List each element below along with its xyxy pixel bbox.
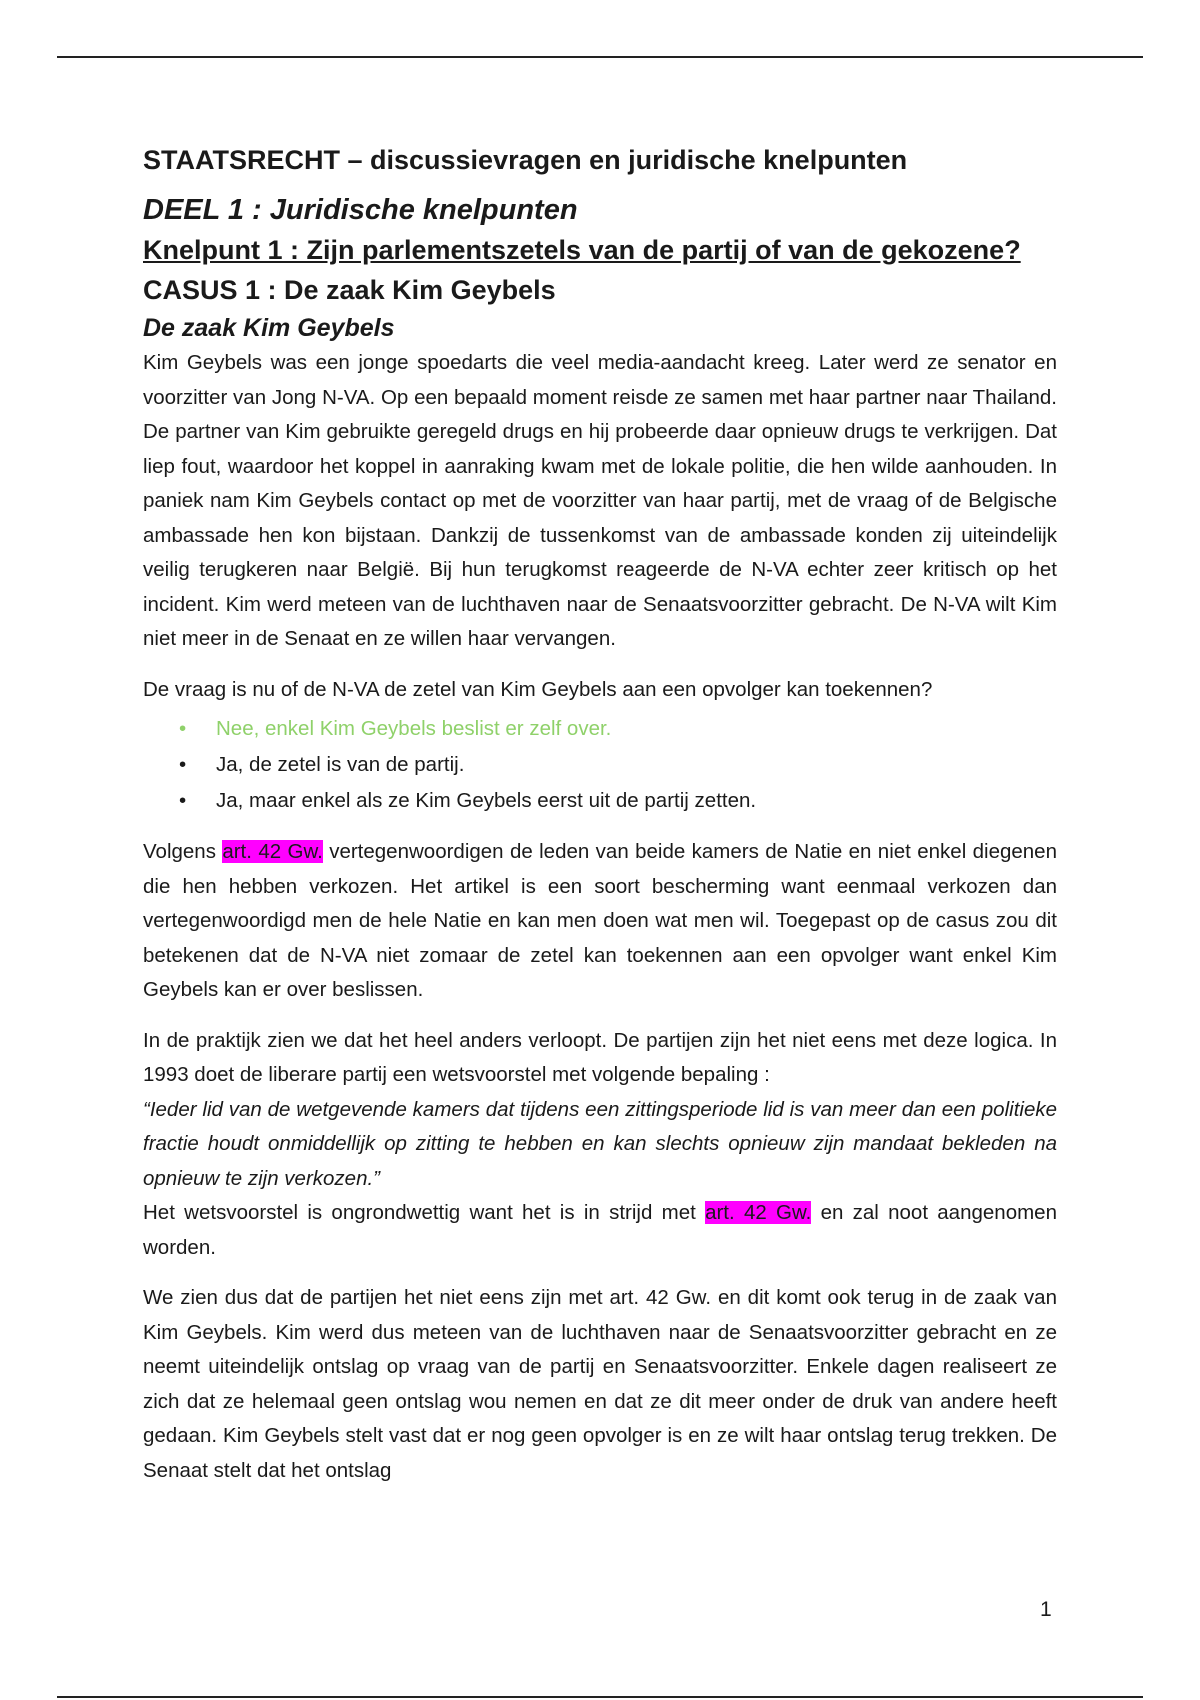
knelpunt-heading: Knelpunt 1 : Zijn parlementszetels van de partij of van de gekozene? [143,235,1021,265]
article-42-paragraph [143,835,1057,1008]
conclusion-before: Het wetsvoorstel is ongrondwettig want het is in strijd met [143,1201,706,1224]
answer-option [179,747,1057,783]
article-highlight: art. 42 Gw. [222,840,323,863]
bullet-icon: • [179,789,187,812]
footer-rule [57,1696,1143,1698]
answer-option-text: Nee, enkel Kim Geybels beslist er zelf over. [216,717,612,740]
answer-option-correct [179,711,1057,747]
document-title: STAATSRECHT – discussievragen en juridische knelpunten [143,145,908,175]
article-text-after: vertegenwoordigen de leden van beide kamers de Natie en niet enkel diegenen die hen hebben verkozen. Het artikel is een soort bescherming want eenmaal verkozen dan vertegenwoordigd men de hele Natie en kan men doen wat men wil. Toegepast op de casus zou dit betekenen dat de N-VA niet zomaar de zetel kan toekennen aan een opvolger want enkel Kim Geybels kan er over beslissen. [143,840,1057,1001]
resignation-paragraph: We zien dus dat de partijen het niet eens zijn met art. 42 Gw. en dit komt ook terug in de zaak van Kim Geybels. Kim werd dus meteen van de luchthaven naar de Senaatsvoorzitter gebracht en ze neemt uiteindelijk ontslag op vraag van de partij en Senaatsvoorzitter. Enkele dagen realiseert ze zich dat ze helemaal geen ontslag wou nemen en dat ze dit meer onder de druk van andere heeft gedaan. Kim Geybels stelt vast dat er nog geen opvolger is en ze wilt haar ontslag terug trekken. De Senaat stelt dat het ontslag [143,1286,1057,1482]
case-description-paragraph: Kim Geybels was een jonge spoedarts die veel media-aandacht kreeg. Later werd ze senator en voorzitter van Jong N-VA. Op een bepaald moment reisde ze samen met haar partner naar Thailand. De partner van Kim gebruikte geregeld drugs en hij probeerde daar opnieuw drugs te verkrijgen. Dat liep fout, waardoor het koppel in aanraking kwam met de lokale politie, die hen wilde aanhouden. In paniek nam Kim Geybels contact op met de voorzitter van haar partij, met de vraag of de Belgische ambassade hen kon bijstaan. Dankzij de tussenkomst van de ambassade konden zij uiteindelijk veilig terugkeren naar België. Bij hun terugkomst reageerde de N-VA echter zeer kritisch op het incident. Kim werd meteen van de luchthaven naar de Senaatsvoorzitter gebracht. De N-VA wilt Kim niet meer in de Senaat en ze willen haar vervangen. [143,351,1057,650]
practice-intro: In de praktijk zien we dat het heel anders verloopt. De partijen zijn het niet eens met deze logica. In 1993 doet de liberare partij een wetsvoorstel met volgende bepaling : [143,1028,1057,1086]
answer-option [179,783,1057,819]
bullet-icon: • [179,753,187,776]
page-body [143,140,1057,1504]
page-number: 1 [1040,1598,1052,1621]
header-rule [57,56,1143,58]
part-heading: DEEL 1 : Juridische knelpunten [143,194,578,226]
practice-paragraph [143,1024,1057,1266]
bullet-icon: • [179,717,187,740]
answer-option-text: Ja, de zetel is van de partij. [216,753,465,776]
answer-option-text: Ja, maar enkel als ze Kim Geybels eerst uit de partij zetten. [216,789,757,812]
casus-heading: CASUS 1 : De zaak Kim Geybels [143,275,556,305]
bill-quote: “Ieder lid van de wetgevende kamers dat tijdens een zittingsperiode lid is van meer dan een politieke fractie houdt onmiddellijk op zitting te hebben en kan slechts opnieuw zijn mandaat bekleden na opnieuw te zijn verkozen.” [143,1097,1057,1190]
answer-options-list [143,711,1057,819]
article-text-before: Volgens [143,840,223,863]
article-highlight: art. 42 Gw. [705,1201,812,1224]
case-question: De vraag is nu of de N-VA de zetel van Kim Geybels aan een opvolger kan toekennen? [143,677,933,701]
case-subheading: De zaak Kim Geybels [143,314,395,342]
conclusion-after: en zal noot aangenomen worden. [143,1201,1057,1259]
